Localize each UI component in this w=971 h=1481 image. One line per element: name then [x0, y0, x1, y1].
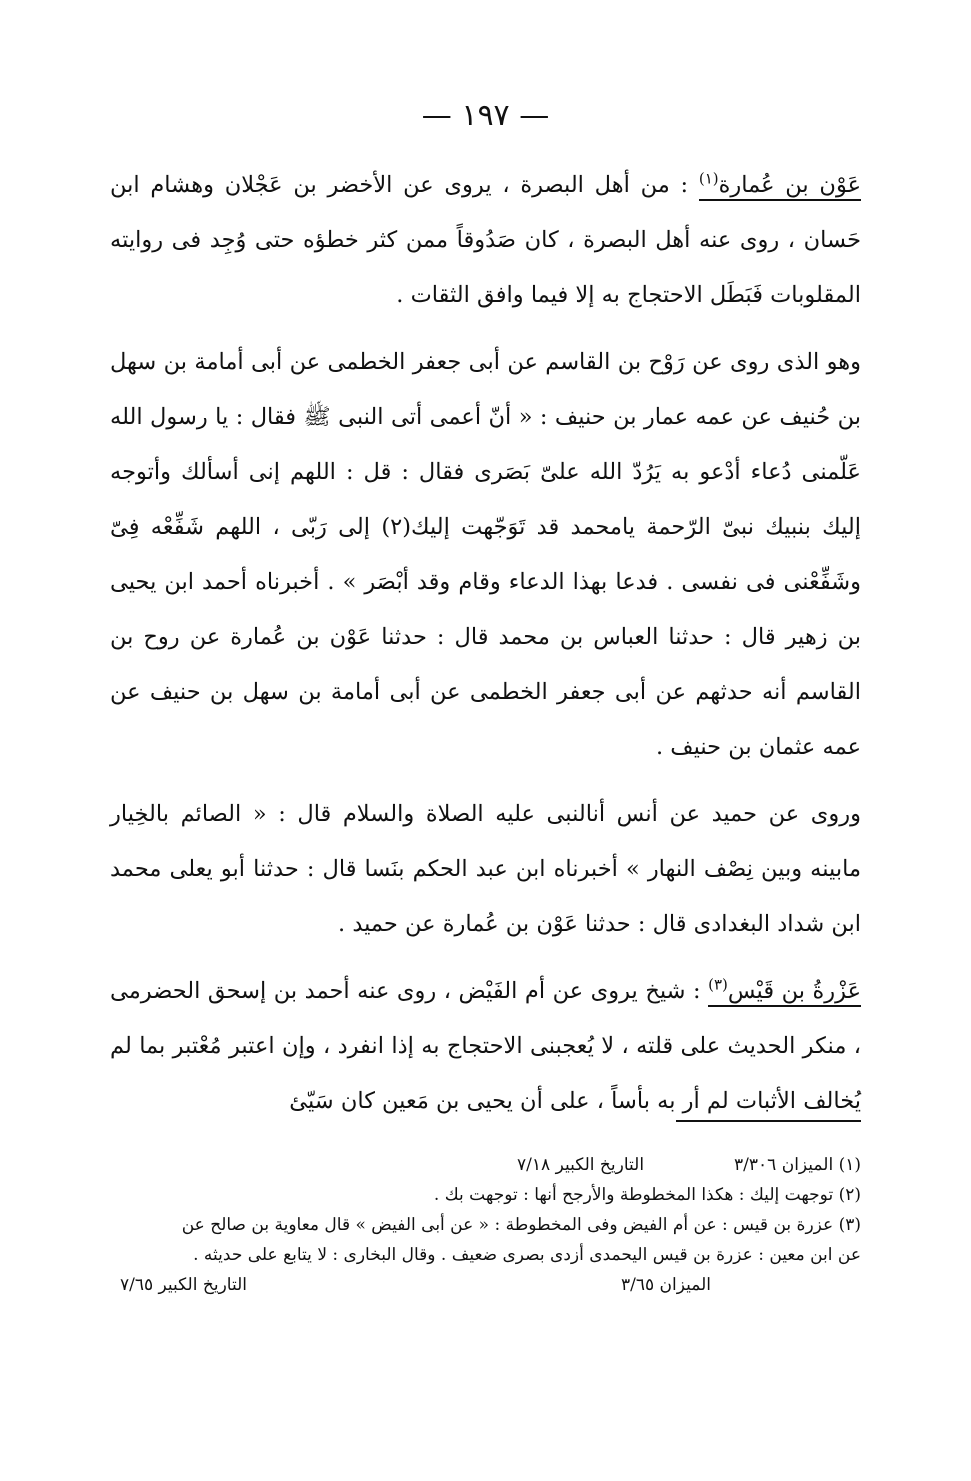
entry-text: : من أهل البصرة ، يروى عن الأخضر بن عَجْلان وهشام ابن حَسان ، روى عنه أهل البصرة ، كان صَدُوقاً ممن كثر خطؤه حتى وُجِد فى روايته المقلوبات فَبَطَل الاحتجاج به إلا فيما وافق الثقات .	[110, 172, 861, 308]
footnote-3-continued: عن ابن معين : عزرة بن قيس اليحمدى أزدى بصرى ضعيف . وقال البخارى : لا يتابع على حديثه .	[193, 1245, 861, 1265]
entry-heading: عَزْرةُ بن قَيْس$^{(٣)}$	[708, 978, 861, 1007]
main-text	[110, 158, 861, 1129]
reference: الميزان ٣/٣٠٦	[734, 1155, 834, 1175]
reference: التاريخ الكبير ٧/٦٥	[120, 1275, 247, 1295]
entry-azra-ibn-qays	[110, 964, 861, 1129]
reference: الميزان ٣/٦٥	[621, 1275, 711, 1295]
page-number: — ١٩٧ —	[421, 98, 550, 133]
footnote-3: (٣) عزرة بن قيس : عن أم الفيض وفى المخطوطة : « عن أبى الفيض » قال معاوية بن صالح عن	[181, 1215, 861, 1235]
entry-awn-ibn-umara	[110, 158, 861, 323]
entry-text: : شيخ يروى عن أم الفَيْض ، روى عنه أحمد بن إسحق الحضرمى ، منكر الحديث على قلته ، لا يُعجبنى الاحتجاج به إذا انفرد ، وإن اعتبر مُعْتبر بما لم يُخالف الأثبات لم أر به بأساً ، على أن يحيى بن مَعين كان سَيّئ	[110, 978, 861, 1114]
footnote-marker: (١)	[698, 169, 719, 188]
footnote-3-references	[110, 1270, 861, 1300]
footnote-divider	[676, 1120, 861, 1122]
paragraph-hadith-blind-man: وهو الذى روى عن رَوْح بن القاسم عن أبى جعفر الخطمى عن أبى أمامة بن سهل بن حُنيف عن عمه عمار بن حنيف : « أنّ أعمى أتى النبى ﷺ فقال : يا رسول الله عَلّمنى دُعاء أدْعو به يَرُدّ الله علىّ بَصَرى فقال : قل : اللهم إنى أسألك وأتوجه إليك بنبيك نبىّ الرّحمة يامحمد قد تَوَجّهت إليك(٢) إلى رَبّى ، اللهم شَفِّعْه فِىّ وشَفِّعْنى فى نفسى . فدعا بهذا الدعاء وقام وقد أبْصَر » . أخبرناه أحمد ابن يحيى بن زهير قال : حدثنا العباس بن محمد قال : حدثنا عَوْن بن عُمارة عن روح بن القاسم أنه حدثهم عن أبى جعفر الخطمى عن أبى أمامة بن سهل بن حنيف عن عمه عثمان بن حنيف .	[110, 349, 861, 760]
footnote-2: (٢) توجهت إليك : هكذا المخطوطة والأرجح أنها : توجهت بك .	[433, 1185, 861, 1205]
paragraph-hadith-fasting: وروى عن حميد عن أنس أنالنبى عليه الصلاة والسلام قال : « الصائم بالخِيار مابينه وبين نِصْف النهار » أخبرناه ابن عبد الحكم بنَسا قال : حدثنا أبو يعلى محمد ابن شداد البغدادى قال : حدثنا عَوْن بن عُمارة عن حميد .	[110, 801, 861, 937]
footnotes	[110, 1150, 861, 1300]
footnote-marker: (٣)	[708, 975, 728, 994]
entry-heading: عَوْن بن عُمارة$^{(١)}$	[699, 172, 861, 201]
footnote-1: (١) الميزان ٣/٣٠٦التاريخ الكبير ٧/١٨	[517, 1155, 861, 1175]
reference: التاريخ الكبير ٧/١٨	[517, 1155, 645, 1175]
